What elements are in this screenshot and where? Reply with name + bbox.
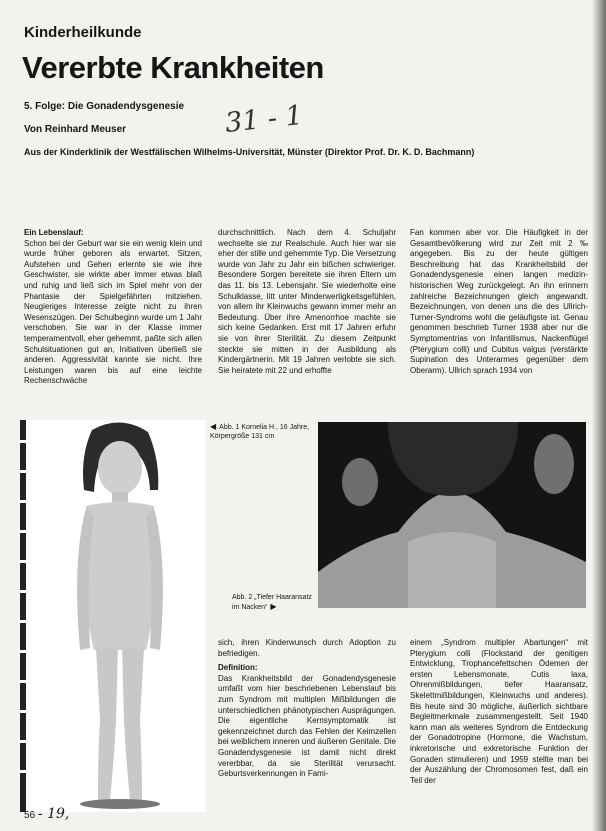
author-line: Von Reinhard Meuser: [24, 124, 127, 135]
text-column-2: [218, 228, 396, 398]
text-column-4: [218, 638, 396, 814]
figure-2-caption-text: Abb. 2 „Tiefer Haaransatz im Nacken“: [232, 594, 312, 611]
affiliation-line: Aus der Kinderklinik der Westfälischen Wilhelms-Universität, Münster (Direktor Prof. Dr. K. D. Bachmann): [24, 147, 475, 157]
handwritten-page-note: - 19,: [37, 806, 70, 822]
section-heading: Kinderheilkunde: [24, 24, 142, 41]
article-title: Vererbte Krankheiten: [22, 50, 324, 85]
figure-2-photo: [318, 422, 586, 608]
figure-1-photo: [20, 420, 205, 812]
binding-shadow: [592, 0, 606, 831]
figure-1-caption: [210, 423, 310, 441]
column-2-text: durchschnittlich. Nach dem 4. Schuljahr wechselte sie zur Realschule. Auch hier war sie eher der stille und gehemmte Typ. Die Versetzung wurde von Jahr zu Jahr ein bißchen schwieriger. Besondere Sorgen bereitete sie ihren Eltern um das 11. bis 13. Lebensjahr. Sie wiederholte eine Schulklasse, litt unter Minderwertigkeitsgefühlen, von allem ihr Kleinwuchs gewann immer mehr an Bedeutung. Über ihre Amenorrhoe machte sie sich keine Gedanken. Erst mit 17 Jahren erfuhr sie von ihrer Sterilität. Zu diesem Zeitpunkt steckte sie mitten in der Ausbildung als Kindergärtnerin. Mit 19 Jahren verlobte sie sich. Sie heiratete mit 22 und erhoffte: [218, 228, 396, 375]
page-number: [24, 806, 69, 822]
figure-2-caption: [232, 594, 314, 612]
section-heading-lebenslauf: Ein Lebenslauf:: [24, 228, 84, 237]
column-1-text: Schon bei der Geburt war sie ein wenig klein und wurde früher geboren als erwartet. Sitzen, Aufstehen und Gehen erlernte sie wie ihre Geschwister, sie wirkte aber immer etwas blaß und ruhig und ließ sich im Spiel mehr von der Phantasie der Spielgefährten mitziehen. Neugieriges Interesse zeigte nicht zu ihren Wesenszügen. Der Schulbeginn wurde um 1 Jahr verschoben. Sie war in der Klasse immer temperamentvoll, eher gehemmt, paßte sich allen Schulsituationen gut an, Initiativen überließ sie anderen. Aggressivität kannte sie nicht. Ihre Leistungen waren bis auf eine leichte Rechenschwäche: [24, 238, 202, 386]
handwritten-note: 31 - 1: [223, 100, 305, 139]
text-column-1: [24, 228, 202, 398]
left-triangle-icon: ◀: [210, 422, 217, 431]
figure-1-image: [20, 420, 205, 812]
text-column-3: [410, 228, 588, 398]
column-4-text-2: Das Krankheitsbild der Gonadendysgenesie umfaßt vom hier beschriebenen Lebenslauf bis zum Syndrom mit multiplen Mißbildungen die unterschiedlichen phänotypischen Ausprägungen. Die eigentliche Kernsymptomatik ist gekennzeichnet durch das Fehlen der Keimzellen bei weiblichem inneren und äußeren Genitale. Die Gonadendysgenesie ist damit nicht direkt vererbbar, da sie Sterilität verursacht. Geburtsverkennungen in Fami-: [218, 673, 396, 779]
figure-2-image: [318, 422, 586, 608]
column-3-text: Fan kommen aber vor. Die Häufigkeit in der Gesamtbevölkerung wird zur Zeit mit 2 ‰ angegeben. Bis zu der heute gültigen Beschreibung hat das Krankheitsbild der Gonadendysgenesie einen langen medizin-historischen Weg zurückgelegt. An ihn erinnern zahlreiche Bezeichnungen gleich angewandt. Bezeichnungen, von denen uns die des Ullrich-Turner-Syndroms wohl die geläufigste ist. Genau genommen beschrieb Turner 1938 aber nur die Symptomentrias von Infantilismus, Nackenflügel (Pterygium colli) und Cubitus valgus (verstärkte Supination des Unterarmes gegenüber dem Oberarm). Ullrich sprach 1934 von: [410, 228, 588, 375]
text-column-5: [410, 638, 588, 814]
page-number-text: 56: [24, 810, 36, 821]
figure-1-caption-text: Abb. 1 Kornelia H., 16 Jahre, Körpergröße 131 cm: [210, 424, 310, 440]
measuring-scale: [20, 420, 26, 812]
column-5-text: einem „Syndrom multipler Abartungen“ mit Pterygium colli (Flockstand der genitigen Entwicklung, Trophancefettschen Ödemen der ersten Lebensmonate, Cutis laxa, Ohrenmißbildungen, tiefer Haaransatz, Skelettmißbildungen, Kleinwuchs und anderes). Bis heute sind 30 mögliche, äußerlich sichtbare Begleitmerkmale zusammengestellt. Seit 1940 kann man als weiteres Syndrom die Entdeckung der Gonadotropine (Hormone, die Wachstum, inkretorische und exkretorische Funktion der Gonaden stimulieren) und 1959 stellte man bei der Auszählung der Chromosomen fest, daß ein Teil der: [410, 638, 588, 785]
column-4-text: sich, ihren Kinderwunsch durch Adoption zu befriedigen.: [218, 638, 396, 658]
section-heading-definition: Definition:: [218, 663, 258, 673]
article-subtitle: 5. Folge: Die Gonadendysgenesie: [24, 101, 185, 112]
right-triangle-icon: ▶: [270, 601, 277, 611]
